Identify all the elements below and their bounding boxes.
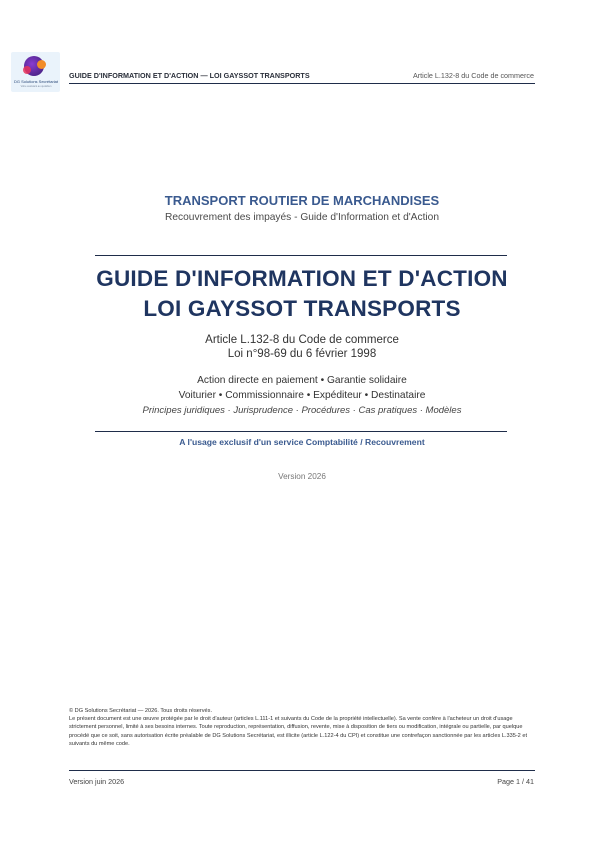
legal-article: Article L.132-8 du Code de commerce: [205, 334, 399, 346]
logo-tagline: Votre assistant au quotidien: [20, 85, 52, 88]
legal-law-reference: Loi n°98-69 du 6 février 1998: [227, 348, 377, 360]
logo-orb-pink: [23, 66, 31, 74]
usage-notice: A l'usage exclusif d'un service Comptabilité / Recouvrement: [179, 437, 425, 447]
keywords-line1: Action directe en paiement • Garantie solidaire: [197, 375, 407, 386]
copyright-notice: [69, 707, 537, 748]
company-logo: [11, 52, 60, 92]
header-divider: [69, 83, 535, 84]
page-number: Page 1 / 41: [497, 777, 534, 786]
keywords-line2: Voiturier • Commissionnaire • Expéditeur • Destinataire: [178, 390, 426, 401]
copyright-line: © DG Solutions Secrétariat — 2026. Tous droits réservés.: [69, 708, 212, 714]
keywords-line3: Principes juridiques · Jurisprudence · Procédures · Cas pratiques · Modèles: [142, 405, 462, 416]
logo-orb-orange: [37, 60, 46, 69]
cover-kicker-subtitle: Recouvrement des impayés - Guide d'Information et d'Action: [165, 212, 439, 223]
footer-version: Version juin 2026: [69, 777, 125, 786]
running-header-reference: Article L.132-8 du Code de commerce: [412, 71, 534, 80]
cover-title-line1: GUIDE D'INFORMATION ET D'ACTION: [96, 266, 508, 291]
version-label: Version 2026: [278, 472, 326, 481]
logo-name: DG Solutions Secrétariat: [13, 79, 59, 84]
copyright-body: Le présent document est une œuvre protégée par le droit d'auteur (articles L.111-1 et suivants du Code de la propriété intellectuelle). Sa vente confère à l'acheteur un droit d'usage strictement personnel, limité à ses besoins internes. Toute reproduction, représentation, diffusion, revente, mise à disposition de tiers ou modification, intégrale ou partielle, par quelque procédé que ce soit, sans autorisation écrite préalable de DG Solutions Secrétariat, est illicite (article L.122-4 du CPI) et constitue une contrefaçon sanctionnée par les articles L.335-2 et suivants du même code.: [69, 716, 528, 747]
running-header-title: GUIDE D'INFORMATION ET D'ACTION — LOI GAYSSOT TRANSPORTS: [69, 71, 310, 80]
footer-divider: [69, 770, 535, 771]
cover-kicker: TRANSPORT ROUTIER DE MARCHANDISES: [164, 193, 440, 208]
title-divider-top: [95, 255, 507, 256]
title-divider-bottom: [95, 431, 507, 432]
cover-title-line2: LOI GAYSSOT TRANSPORTS: [143, 296, 461, 321]
